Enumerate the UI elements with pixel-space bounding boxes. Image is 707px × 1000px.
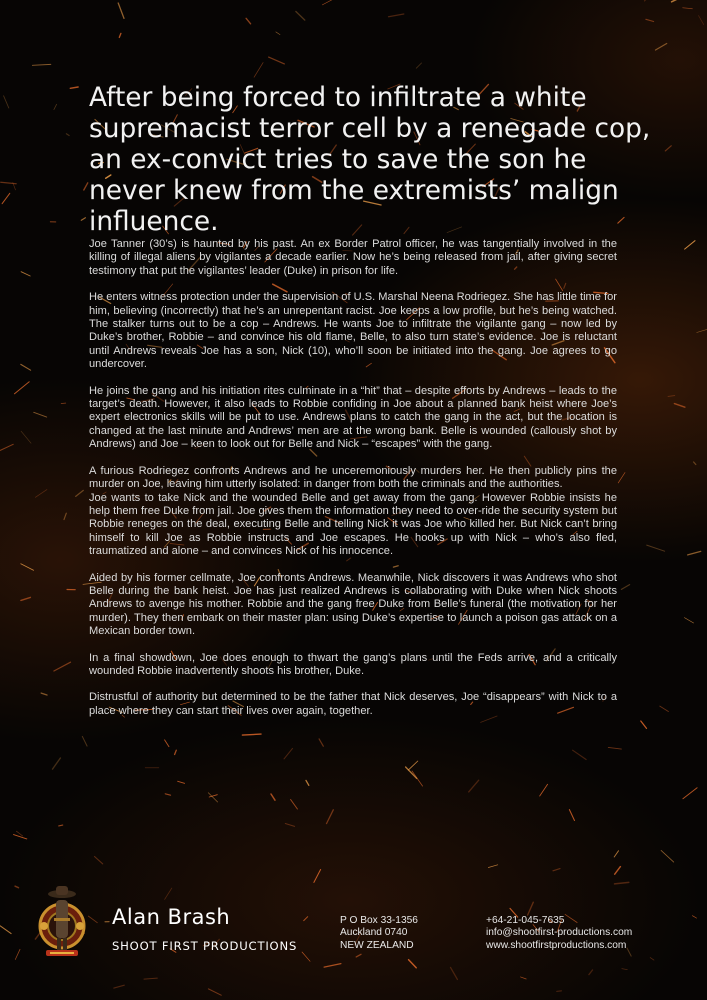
spark-streak (319, 739, 323, 746)
spark-streak (54, 104, 57, 109)
spark-streak (21, 431, 31, 443)
spark-streak (569, 810, 574, 821)
spark-streak (674, 404, 685, 408)
spark-streak (271, 794, 275, 800)
spark-streak (416, 63, 421, 68)
company-name: SHOOT FIRST PRODUCTIONS (112, 939, 298, 953)
spark-streak (64, 513, 66, 519)
spark-streak (618, 473, 625, 483)
synopsis-paragraph: He enters witness protection under the supervision of U.S. Marshal Neena Rodriegez. She has little time for him, believing (incorrectly) that he’s an unrepentant racist. Joe keeps a low profile, but he’s being watched. The stalker turns out to be a cop – Andrews. He wants Joe to infiltrate the vigilante gang – now led by Duke’s brother, Robbie – and convince his old flame, Belle, to also turn state’s evidence. Joe is reluctant until Andrews reveals Joe has a son, Nick (10), who’ll soon be initiated into the gang. Joe agrees to go undercover. (89, 291, 617, 371)
synopsis-paragraph: Joe Tanner (30’s) is haunted by his past. An ex Border Patrol officer, he was tangentially involved in the killing of illegal aliens by vigilantes a decade earlier. Now he’s being released from jail, after giving secret testimony that put the vigilantes’ leader (Duke) in prison for life. (89, 238, 617, 277)
spark-streak (4, 96, 9, 108)
spark-streak (1, 182, 17, 184)
spark-streak (540, 784, 548, 796)
spark-streak (285, 824, 294, 827)
address-line: Auckland 0740 (340, 927, 408, 939)
spark-streak (296, 12, 305, 21)
spark-streak (684, 618, 693, 623)
spark-streak (0, 444, 13, 450)
spark-streak (688, 551, 701, 555)
spark-streak (14, 835, 27, 839)
spark-streak (95, 857, 103, 864)
spark-streak (246, 18, 251, 24)
spark-streak (119, 33, 121, 37)
spark-streak (53, 758, 61, 769)
spark-streak (82, 736, 87, 746)
spark-streak (683, 788, 697, 799)
spark-streak (306, 780, 309, 785)
spark-streak (699, 16, 704, 25)
spark-streak (242, 734, 261, 735)
spark-streak (66, 134, 69, 136)
spark-streak (178, 781, 185, 783)
spark-streak (254, 63, 263, 78)
spark-streak (647, 545, 665, 551)
spark-streak (608, 747, 621, 749)
spark-streak (21, 564, 34, 571)
spark-streak (21, 272, 30, 276)
phone-number: +64-21-045-7635 (486, 915, 565, 926)
spark-streak (34, 412, 47, 417)
spark-streak (41, 693, 47, 695)
address-line: NEW ZEALAND (340, 939, 414, 951)
spark-streak (488, 865, 497, 868)
spark-streak (21, 597, 31, 600)
spark-streak (81, 218, 85, 221)
spark-streak (84, 183, 88, 190)
spark-streak (32, 64, 50, 65)
synopsis-paragraph: In a final showdown, Joe does enough to thwart the gang’s plans until the Feds arrive, and a critically wounded Robbie inadvertently shoots his brother, Duke. (89, 651, 617, 677)
spark-streak (389, 14, 404, 17)
spark-streak (165, 740, 169, 747)
spark-streak (59, 825, 63, 826)
spark-streak (685, 241, 695, 249)
spark-streak (645, 0, 653, 1)
spark-streak (621, 585, 629, 590)
spark-streak (291, 800, 298, 810)
spark-streak (683, 8, 693, 9)
spark-streak (118, 3, 124, 18)
spark-streak (2, 193, 10, 203)
postal-address (340, 915, 418, 952)
spark-streak (408, 761, 418, 770)
spark-streak (406, 767, 417, 778)
synopsis-paragraph: He joins the gang and his initiation rites culminate in a “hit” that – despite efforts by Andrews – leads to the target’s death. However, it also leads to Robbie confiding in Joe about a planned bank heist where Joe’s expert electronics skills will be put to use. Andrews plans to catch the gang in the act, but the location is changed at the last minute and Andrews’ men are at the wrong bank. Belle is wounded (callously shot by Andrews) and Joe – keen to look out for Belle and Nick – “escapes” with the gang. (89, 384, 617, 451)
spark-streak (661, 850, 674, 862)
synopsis-paragraph: A furious Rodriegez confronts Andrews and he unceremoniously murders her. He then publicly pins the murder on Joe, leaving him utterly isolated: in danger from both the criminals and the authorities. (89, 464, 617, 491)
spark-streak (21, 364, 31, 370)
spark-streak (573, 750, 587, 759)
spark-streak (76, 490, 84, 496)
spark-streak (469, 780, 479, 792)
spark-streak (668, 396, 675, 397)
spark-streak (614, 851, 618, 857)
synopsis-paragraph: Aided by his former cellmate, Joe confronts Andrews. Meanwhile, Nick discovers it was Andrews who shot Belle during the bank heist. Joe has just realized Andrews is collaborating with Duke when Nick shoots Andrews to avenge his mother. Robbie and the gang free Duke from Belle’s funeral (the motivation for her murder). They then embark on their master plan: using Duke’s expertise to launch a poison gas attack on a Mexican border town. (89, 571, 617, 638)
spark-streak (35, 490, 47, 498)
spark-streak (16, 831, 22, 836)
spark-streak (284, 748, 293, 759)
spark-streak (641, 721, 647, 728)
contact-details (486, 915, 632, 952)
spark-streak (54, 662, 71, 671)
website-url: www.shootfirstproductions.com (486, 939, 627, 951)
shoot-first-logo-icon (32, 878, 92, 962)
spark-streak (694, 462, 696, 465)
address-line: P O Box 33-1356 (340, 915, 418, 926)
synopsis-paragraph: Joe wants to take Nick and the wounded Belle and get away from the gang. However Robbie insists he help them free Duke from jail. Joe gives them the information they need to over-ride the security system but Robbie reneges on the deal, executing Belle and telling Nick it was Joe who killed her. But Nick can’t bring himself to kill Joe as Robbie instructs and Joe escapes. He hooks up with Nick – who’s also fled, traumatized and alone – and convinces Nick of his innocence. (89, 491, 617, 558)
spark-streak (208, 793, 217, 802)
spark-streak (175, 750, 177, 754)
spark-streak (327, 810, 334, 824)
logline-headline: After being forced to infiltrate a white supremacist terror cell by a renegade cop, an ex-convict tries to save the son he never knew from the extremists’ malign influence. (89, 82, 651, 237)
spark-streak (656, 44, 667, 51)
spark-streak (646, 19, 654, 21)
email-address: info@shootfirst-productions.com (486, 927, 633, 939)
spark-streak (660, 706, 669, 711)
spark-streak (672, 0, 679, 2)
footer (0, 870, 707, 990)
spark-streak (276, 32, 280, 35)
spark-streak (269, 57, 285, 64)
spark-streak (322, 0, 332, 5)
spark-streak (165, 794, 170, 795)
producer-name: Alan Brash (112, 905, 231, 929)
spark-streak (15, 382, 30, 394)
spark-streak (70, 87, 78, 88)
synopsis-paragraph: Distrustful of authority but determined to be the father that Nick deserves, Joe “disappears” with Nick to a place where they can start their lives over again, together. (89, 691, 617, 717)
spark-streak (697, 328, 707, 333)
synopsis-body (89, 238, 617, 731)
